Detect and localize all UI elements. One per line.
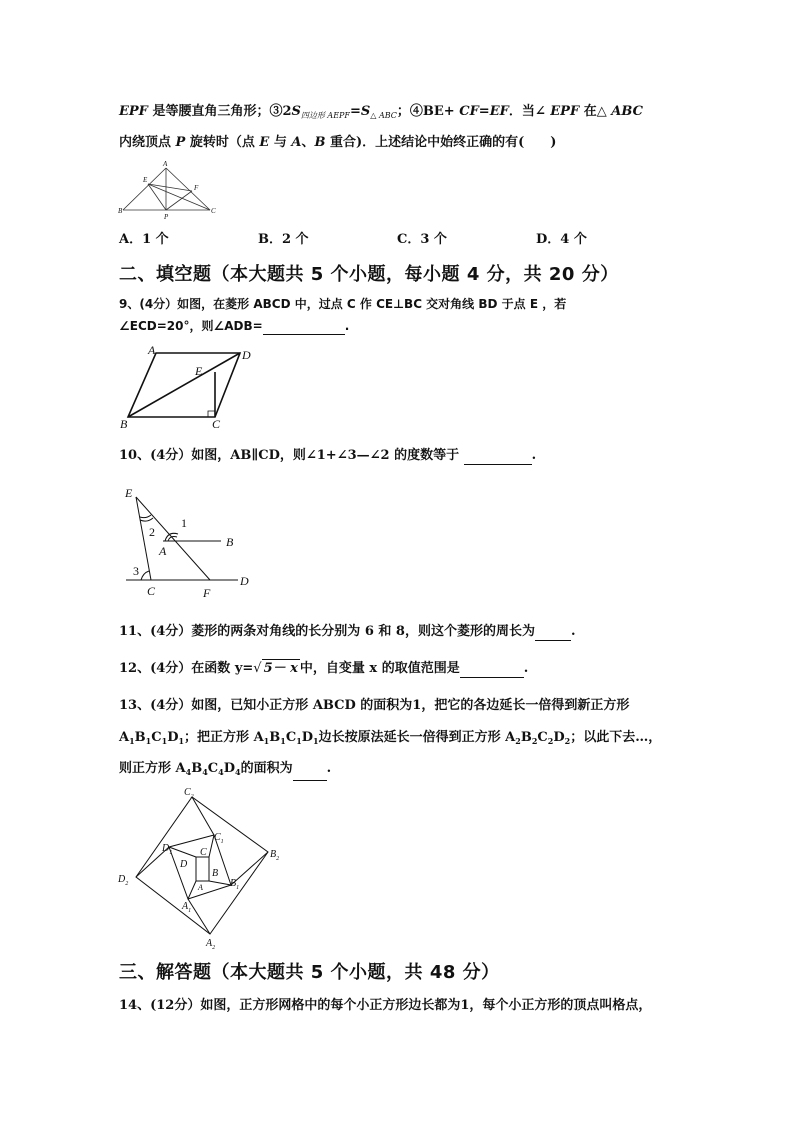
q14-line-1: 14、(12分）如图，正方形网格中的每个小正方形边长都为1，每个小正方形的顶点叫格点， xyxy=(119,998,652,1013)
fig8-label-E: E xyxy=(143,176,148,184)
fig10-label-2: 2 xyxy=(149,525,155,539)
option-b: B．2 个 xyxy=(258,232,309,247)
fig9-label-C: C xyxy=(212,417,221,431)
q10-text: 10、(4分）如图，AB∥CD，则∠1+∠3—∠2 的度数等于 . xyxy=(119,448,537,463)
fig9-label-A: A xyxy=(148,343,156,357)
fig10-label-A: A xyxy=(159,544,167,558)
fig13-label-D: D xyxy=(180,859,188,870)
fig10-label-E: E xyxy=(125,486,133,500)
section-heading-solutions: 三、解答题（本大题共 5 个小题，共 48 分） xyxy=(119,962,500,983)
option-c: C．3 个 xyxy=(397,232,447,247)
fig10-label-F: F xyxy=(203,586,211,600)
q13-answer-blank[interactable] xyxy=(293,766,327,781)
q8-line-2: 内绕顶点 P 旋转时（点 E 与 A、B 重合)．上述结论中始终正确的有( ) xyxy=(119,135,557,150)
q10-answer-blank[interactable] xyxy=(464,450,532,465)
q8-line-1: EPF 是等腰直角三角形；$③2S_{四边形 AEPF}=S_{\triangle ABC}$；④BE+ CF=EF．当∠ EPF 在△ ABC xyxy=(119,104,643,120)
fig13-label-A1: $A_1$ xyxy=(182,901,192,914)
q8-triangle-figure xyxy=(118,160,223,220)
q13-line-1: 13、(4分）如图，已知小正方形 ABCD 的面积为1，把它的各边延长一倍得到新正方形 xyxy=(119,698,630,713)
fig8-label-C: C xyxy=(211,207,216,215)
q10-parallel-lines-figure xyxy=(118,485,258,600)
fig13-label-C: C xyxy=(200,847,207,858)
fig13-label-B1: $B_1$ xyxy=(230,878,240,891)
fig10-label-C: C xyxy=(147,584,156,598)
q13-nested-squares-figure xyxy=(118,782,293,950)
fig10-label-D: D xyxy=(240,574,249,588)
sqrt-expression: 5－ x xyxy=(263,661,298,676)
q11-answer-blank[interactable] xyxy=(535,626,571,641)
fig8-label-F: F xyxy=(194,184,199,192)
fig8-label-A: A xyxy=(163,160,168,168)
fig13-label-C1: $C_1$ xyxy=(214,832,224,845)
fig13-label-B2: $B_2$ xyxy=(270,849,280,862)
q9-answer-blank[interactable] xyxy=(263,320,345,335)
fig13-label-D1: $D_1$ xyxy=(162,843,173,856)
fig13-label-B: B xyxy=(212,868,219,879)
q12-answer-blank[interactable] xyxy=(460,663,524,678)
fig10-label-1: 1 xyxy=(181,516,187,530)
fig13-label-C2: $C_2$ xyxy=(184,787,194,800)
section-heading-fill-in: 二、填空题（本大题共 5 个小题，每小题 4 分，共 20 分） xyxy=(119,264,619,285)
fig9-label-D: D xyxy=(242,348,251,362)
option-d: D．4 个 xyxy=(536,232,587,247)
fig8-label-P: P xyxy=(164,213,169,221)
q13-line-3: 则正方形 $A_4B_4C_4D_4$的面积为 . xyxy=(119,760,331,781)
option-a: A．1 个 xyxy=(119,232,169,247)
fig10-label-3: 3 xyxy=(133,564,139,578)
q9-rhombus-figure xyxy=(118,345,268,430)
q12-text: 12、(4分）在函数 y=√ 5－ x 中，自变量 x 的取值范围是 . xyxy=(119,661,529,676)
fig9-label-B: B xyxy=(120,417,128,431)
fig13-label-D2: $D_2$ xyxy=(118,874,129,887)
fig13-label-A2: $A_2$ xyxy=(206,938,216,951)
q9-line-2: ∠ECD=20°，则∠ADB= . xyxy=(119,319,350,333)
q9-line-1: 9、(4分）如图，在菱形 ABCD 中，过点 C 作 CE⊥BC 交对角线 BD 于点 E ，若 xyxy=(119,297,567,311)
fig8-label-B: B xyxy=(118,207,123,215)
fig10-label-B: B xyxy=(226,535,234,549)
q11-text: 11、(4分）菱形的两条对角线的长分别为 6 和 8，则这个菱形的周长为 . xyxy=(119,624,576,639)
fig9-label-E: E xyxy=(195,364,203,378)
fig13-label-A: A xyxy=(198,883,203,892)
q13-line-2: $A_1B_1C_1D_1$；把正方形 $A_1B_1C_1D_1$边长按原法延长一倍得到正方形 $A_2B_2C_2D_2$；以此下去…， xyxy=(119,730,662,746)
